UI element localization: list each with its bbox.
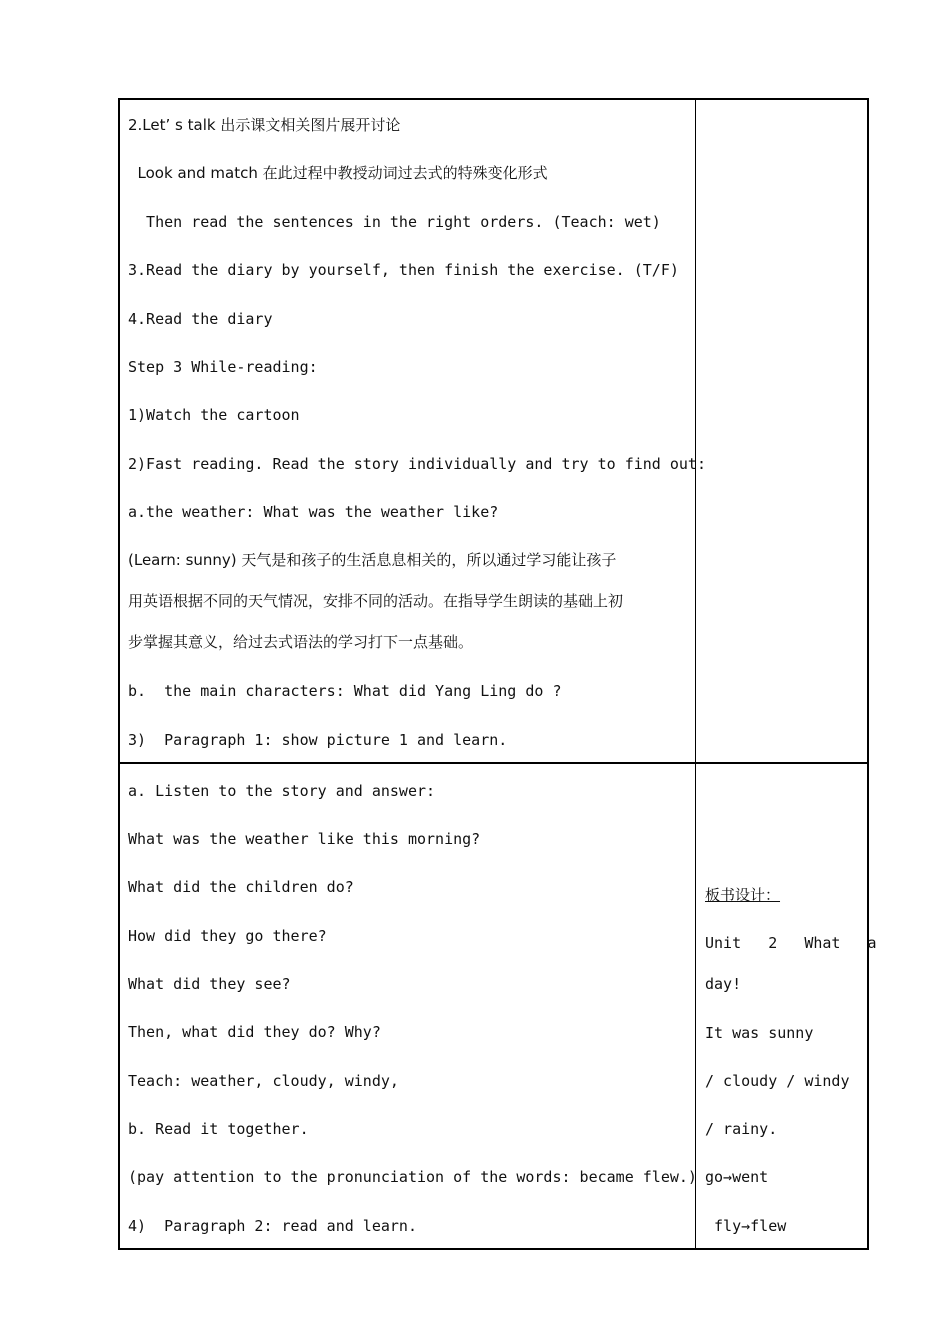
- text-line: a. Listen to the story and answer:: [128, 782, 436, 800]
- text-line: (pay attention to the pronunciation of the words: became flew.): [128, 1168, 697, 1186]
- text-line: 4) Paragraph 2: read and learn.: [128, 1217, 417, 1235]
- column-divider: [695, 98, 696, 1250]
- board-line: Unit 2 What a: [705, 934, 877, 952]
- text-line: b. Read it together.: [128, 1120, 309, 1138]
- board-line: / rainy.: [705, 1120, 778, 1138]
- board-line: / cloudy / windy: [705, 1072, 850, 1090]
- text-line: 2.Let’ s talk 出示课文相关图片展开讨论: [128, 116, 401, 134]
- text-line: 3.Read the diary by yourself, then finish the exercise. (T/F): [128, 261, 679, 279]
- text-line: What did they see?: [128, 975, 291, 993]
- text-line: Look and match 在此过程中教授动词过去式的特殊变化形式: [128, 164, 548, 182]
- text-line: Teach: weather, cloudy, windy,: [128, 1072, 399, 1090]
- board-line: day!: [705, 975, 742, 993]
- text-line: 步掌握其意义，给过去式语法的学习打下一点基础。: [128, 633, 474, 651]
- text-line: 1)Watch the cartoon: [128, 406, 300, 424]
- text-line: Step 3 While-reading:: [128, 358, 318, 376]
- text-line: a.the weather: What was the weather like?: [128, 503, 499, 521]
- board-design-heading: 板书设计：: [705, 886, 781, 904]
- text-line: What did the children do?: [128, 878, 354, 896]
- text-line: (Learn: sunny) 天气是和孩子的生活息息相关的，所以通过学习能让孩子: [128, 551, 617, 569]
- text-line: Then, what did they do? Why?: [128, 1023, 381, 1041]
- text-line: 2)Fast reading. Read the story individually and try to find out:: [128, 455, 706, 473]
- table-right-border: [867, 98, 869, 1250]
- board-line: fly→flew: [705, 1217, 787, 1235]
- text-line: b. the main characters: What did Yang Ling do ?: [128, 682, 562, 700]
- row-divider: [118, 762, 869, 764]
- table-left-border: [118, 98, 120, 1250]
- text-line: What was the weather like this morning?: [128, 830, 481, 848]
- text-line: 3) Paragraph 1: show picture 1 and learn.: [128, 731, 508, 749]
- text-line: Then read the sentences in the right orders. (Teach: wet): [128, 213, 661, 231]
- text-line: 4.Read the diary: [128, 310, 273, 328]
- board-line: It was sunny: [705, 1024, 814, 1042]
- table-bottom-border: [118, 1248, 869, 1250]
- table-top-border: [118, 98, 869, 100]
- text-line: 用英语根据不同的天气情况，安排不同的活动。在指导学生朗读的基础上初: [128, 592, 624, 610]
- text-line: How did they go there?: [128, 927, 327, 945]
- board-line: go→went: [705, 1168, 769, 1186]
